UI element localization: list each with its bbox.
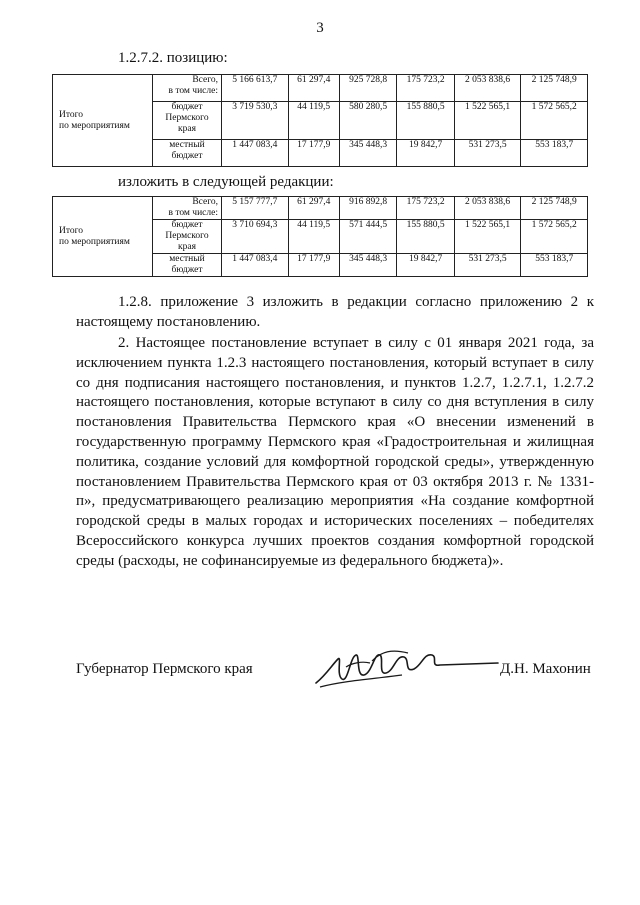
table-cell: 553 183,7 xyxy=(521,140,588,167)
table-cell: 345 448,3 xyxy=(339,140,396,167)
table-cell: 1 522 565,1 xyxy=(454,220,521,254)
funding-source-text: Пермского xyxy=(165,231,209,241)
paragraph-text: 1.2.8. приложение 3 изложить в редакции согласно приложению 2 к настоящему постановлению. xyxy=(76,294,594,330)
page-number: 3 xyxy=(316,20,324,36)
row-label-line: Итого xyxy=(59,225,84,236)
table-cell: 580 280,5 xyxy=(339,102,396,140)
table-cell: 916 892,8 xyxy=(339,197,396,220)
table-cell: 1 572 565,2 xyxy=(521,220,588,254)
funding-source xyxy=(153,220,222,254)
table-new-edition xyxy=(52,196,588,277)
row-label xyxy=(53,197,153,277)
table-cell: 1 447 083,4 xyxy=(222,140,289,167)
table-cell: 155 880,5 xyxy=(397,220,454,254)
funding-source-text: в том числе: xyxy=(168,86,218,96)
table-cell: 175 723,2 xyxy=(397,75,454,102)
table-cell: 2 125 748,9 xyxy=(521,75,588,102)
table-cell: 61 297,4 xyxy=(288,75,339,102)
funding-source-text: Всего, xyxy=(192,197,218,207)
funding-source xyxy=(153,254,222,277)
funding-source-text: Всего, xyxy=(192,75,218,85)
funding-source-text: бюджет xyxy=(171,220,203,230)
funding-source-text: местный xyxy=(169,140,205,150)
table-cell: 17 177,9 xyxy=(288,254,339,277)
funding-source xyxy=(153,197,222,220)
table-cell: 553 183,7 xyxy=(521,254,588,277)
table-cell: 571 444,5 xyxy=(339,220,396,254)
table-row xyxy=(53,197,588,220)
table-cell: 531 273,5 xyxy=(454,140,521,167)
table-cell: 3 710 694,3 xyxy=(222,220,289,254)
caption-new-edition: изложить в следующей редакции: xyxy=(118,174,334,190)
table-cell: 1 522 565,1 xyxy=(454,102,521,140)
funding-source-text: края xyxy=(178,242,196,252)
table-cell: 1 572 565,2 xyxy=(521,102,588,140)
row-label xyxy=(53,75,153,167)
row-label-line: по мероприятиям xyxy=(59,236,130,247)
table-cell: 44 119,5 xyxy=(288,102,339,140)
table-cell: 19 842,7 xyxy=(397,254,454,277)
table-old-position xyxy=(52,74,588,167)
funding-source xyxy=(153,102,222,140)
table-cell: 61 297,4 xyxy=(288,197,339,220)
table-cell: 175 723,2 xyxy=(397,197,454,220)
table-cell: 2 125 748,9 xyxy=(521,197,588,220)
table-cell: 2 053 838,6 xyxy=(454,197,521,220)
table-cell: 17 177,9 xyxy=(288,140,339,167)
signatory-title: Губернатор Пермского края xyxy=(76,661,253,677)
paragraph-text: 2. Настоящее постановление вступает в силу с 01 января 2021 года, за исключением пункта 1.2.3 настоящего постановления, который вступает в силу со дня подписания настоящего постановления, и пунктов 1.2.7, 1.2.7.1, 1.2.7.2 настоящего постановления, которые вступают в силу со дня вступления в силу постановления Правительства Пермского края «О внесении изменений в государственную программу Пермского края «Градостроительная и жилищная политика, создание условий для комфортной городской среды», утвержденную постановлением Правительства Пермского края от 03 октября 2013 г. № 1331-п», предусматривающего реализацию мероприятия «На создание комфортной городской среды в малых городах и исторических поселениях – победителях Всероссийского конкурса лучших проектов создания комфортной городской среды (расходы, не софинансируемые из федерального бюджета)». xyxy=(76,335,594,569)
table-cell: 5 157 777,7 xyxy=(222,197,289,220)
funding-source-text: бюджет xyxy=(171,102,203,112)
table-cell: 3 719 530,3 xyxy=(222,102,289,140)
handwritten-signature xyxy=(312,645,502,695)
row-label-line: по мероприятиям xyxy=(59,120,130,131)
table-cell: 155 880,5 xyxy=(397,102,454,140)
caption-position: 1.2.7.2. позицию: xyxy=(118,50,228,66)
table-cell: 531 273,5 xyxy=(454,254,521,277)
paragraph-appendix xyxy=(76,293,594,333)
funding-source xyxy=(153,140,222,167)
funding-source-text: бюджет xyxy=(171,151,203,161)
paragraph-effective-date xyxy=(76,334,594,572)
table-cell: 925 728,8 xyxy=(339,75,396,102)
table-row xyxy=(53,75,588,102)
funding-source-text: бюджет xyxy=(171,265,203,275)
table-cell: 19 842,7 xyxy=(397,140,454,167)
funding-source xyxy=(153,75,222,102)
table-cell: 1 447 083,4 xyxy=(222,254,289,277)
funding-source-text: в том числе: xyxy=(168,208,218,218)
table-cell: 345 448,3 xyxy=(339,254,396,277)
row-label-line: Итого xyxy=(59,109,84,120)
funding-source-text: края xyxy=(178,124,196,134)
table-cell: 44 119,5 xyxy=(288,220,339,254)
signatory-name: Д.Н. Махонин xyxy=(500,661,591,677)
funding-source-text: Пермского xyxy=(165,113,209,123)
table-cell: 2 053 838,6 xyxy=(454,75,521,102)
funding-source-text: местный xyxy=(169,254,205,264)
table-cell: 5 166 613,7 xyxy=(222,75,289,102)
